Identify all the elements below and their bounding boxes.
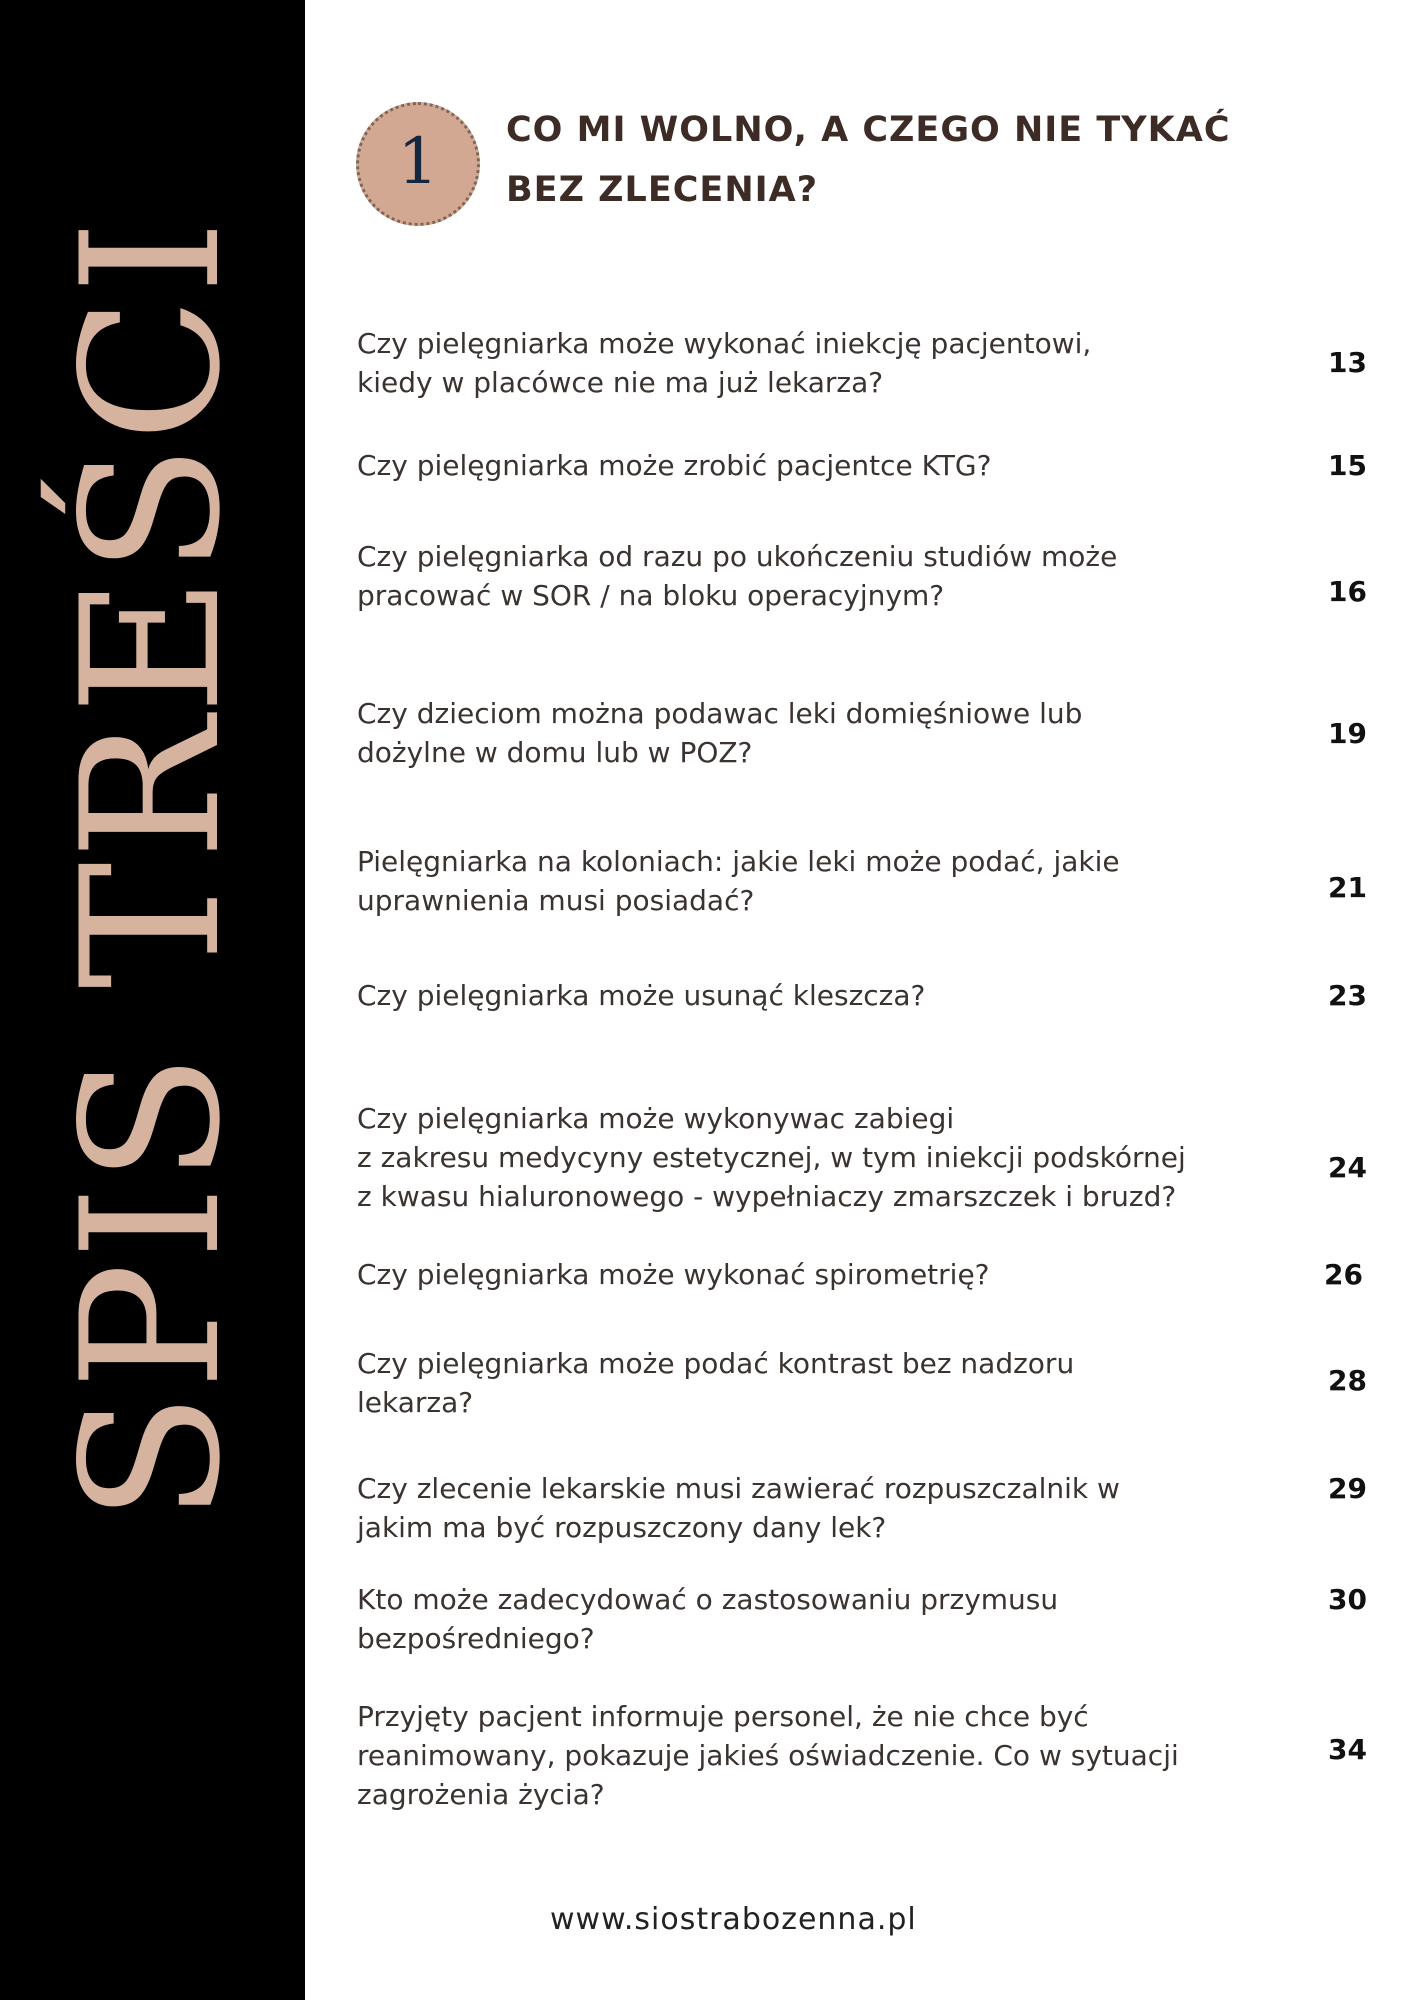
toc-entry-title: Przyjęty pacjent informuje personel, że nie chce być reanimowany, pokazuje jakieś oświadczenie. Co w sytuacji zagrożenia życia? bbox=[357, 1700, 1179, 1811]
toc-entry-title: Czy zlecenie lekarskie musi zawierać rozpuszczalnik w jakim ma być rozpuszczony dany lek? bbox=[357, 1472, 1120, 1544]
toc-entry-title: Czy pielęgniarka od razu po ukończeniu studiów może pracować w SOR / na bloku operacyjnym? bbox=[357, 540, 1118, 612]
toc-entry-page: 29 bbox=[1328, 1472, 1367, 1505]
toc-entry-page: 34 bbox=[1328, 1733, 1367, 1766]
toc-entry-page: 30 bbox=[1328, 1583, 1367, 1616]
toc-entry-title: Czy pielęgniarka może wykonać spirometrię? bbox=[357, 1258, 990, 1291]
toc-entry-title: Czy pielęgniarka może wykonać iniekcję pacjentowi, kiedy w placówce nie ma już lekarza? bbox=[357, 327, 1092, 399]
toc-entry-page: 16 bbox=[1328, 575, 1367, 608]
toc-entry-page: 28 bbox=[1328, 1364, 1367, 1397]
chapter-title: CO MI WOLNO, A CZEGO NIE TYKAĆ BEZ ZLECENIA? bbox=[506, 110, 1231, 210]
toc-entry-page: 21 bbox=[1328, 871, 1367, 904]
toc-entry-title: Czy pielęgniarka może wykonywac zabiegi z zakresu medycyny estetycznej, w tym iniekcji podskórnej z kwasu hialuronowego - wypełniaczy zmarszczek i bruzd? bbox=[357, 1102, 1186, 1213]
toc-entry-page: 23 bbox=[1328, 979, 1367, 1012]
toc-entry-title: Czy pielęgniarka może usunąć kleszcza? bbox=[357, 979, 926, 1012]
toc-entry-title: Czy pielęgniarka może podać kontrast bez nadzoru lekarza? bbox=[357, 1347, 1075, 1419]
toc-entry-page: 24 bbox=[1328, 1151, 1367, 1184]
toc-entry-title: Czy pielęgniarka może zrobić pacjentce KTG? bbox=[357, 449, 992, 482]
toc-entry-page: 13 bbox=[1328, 346, 1367, 379]
footer-website-link[interactable]: www.siostrabozenna.pl bbox=[550, 1902, 917, 1937]
toc-entry-page: 19 bbox=[1328, 717, 1367, 750]
sidebar-title: SPIS TREŚCI bbox=[41, 217, 262, 1523]
toc-entry-title: Pielęgniarka na koloniach: jakie leki może podać, jakie uprawnienia musi posiadać? bbox=[357, 845, 1120, 917]
sidebar bbox=[0, 0, 305, 2000]
chapter-number-badge bbox=[356, 102, 480, 226]
toc-entry-title: Czy dzieciom można podawac leki domięśniowe lub dożylne w domu lub w POZ? bbox=[357, 697, 1083, 769]
toc-entry-title: Kto może zadecydować o zastosowaniu przymusu bezpośredniego? bbox=[357, 1583, 1059, 1655]
toc-entry-page: 26 bbox=[1324, 1258, 1363, 1291]
chapter-number: 1 bbox=[397, 125, 439, 199]
toc-entry-page: 15 bbox=[1328, 449, 1367, 482]
